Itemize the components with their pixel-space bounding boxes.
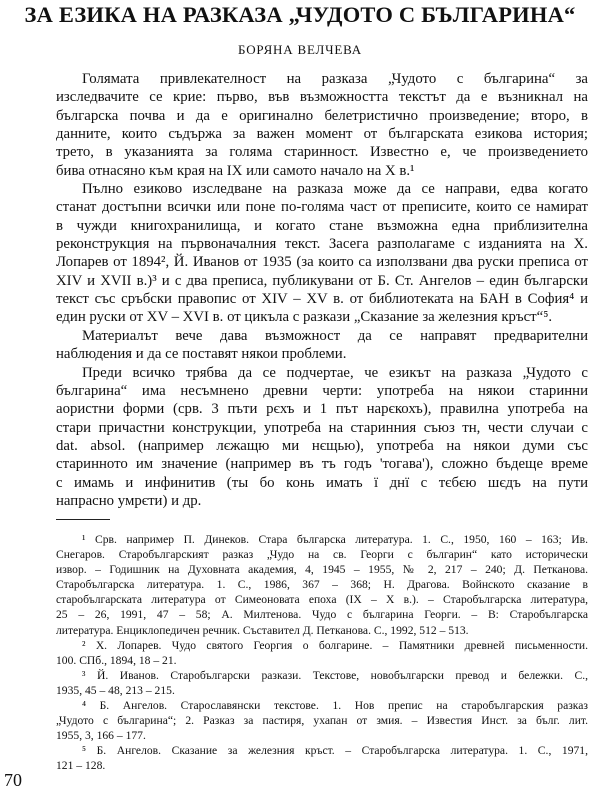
body-text-line: Материалът вече дава възможност да се направят предварителни — [82, 327, 588, 344]
body-text-line: Лопарев от 1894², Й. Иванов от 1935 (за които са използвани два руски преписа от — [56, 254, 588, 271]
body-text-line: бива отнасяно към края на IX или самото начало на X в.¹ — [56, 162, 415, 179]
footnote-line: ¹ Срв. например П. Динеков. Стара българска литература. 1. С., 1950, 160 – 163; Ив. — [82, 533, 588, 546]
footnote-separator — [56, 519, 110, 520]
body-text-line: стари причастни конструкции, употреба на старинния съюз тн, чести случаи с — [56, 419, 588, 436]
body-text-line: с имамь и инфинитив (ты бо конь имать ї днї с тєбєю шєдъ на пути — [56, 474, 588, 491]
page-number: 70 — [4, 770, 22, 790]
footnote-line: „Чудото с българина“; 2. Разказ за пастиря, ухапан от змия. – Известия Инст. за бълг. лит. — [56, 714, 588, 728]
body-text-line: реконструкция на първоначалния текст. Засега разполагаме с изданията на Х. — [56, 236, 588, 253]
footnote-line: литература. Енциклопедичен речник. Съставител Д. Петканова. С., 1992, 512 – 513. — [56, 623, 469, 637]
body-text-line: Преди всичко трябва да се подчертае, че езикът на разказа „Чудото с — [82, 364, 588, 381]
body-text-line: старинното им значение (например въ тъ годъ 'тогава'), сложно бъдеще време — [56, 456, 588, 473]
body-text-line: наблюдения и да се поставят някои проблеми. — [56, 346, 347, 363]
body-text-line: българина“ има несъмнено древни черти: употреба на някои старинни — [56, 382, 588, 399]
body-text-line: в чужди книгохранилища, и когато стане възможна една приблизителна — [56, 217, 588, 234]
body-text-line: българска почва и да е оригинално белетристично произведение; второ, в — [56, 107, 588, 124]
article-author: БОРЯНА ВЕЛЧЕВА — [238, 42, 362, 57]
footnotes — [56, 532, 588, 774]
footnote-line: Старобългарска литература. 1. С., 1986, 367 – 368; Н. Драгова. Войнското сказание в — [56, 578, 588, 592]
body-text-line: Пълно езиково изследване на разказа може да се направи, едва когато — [82, 181, 588, 198]
body-text-line: данните, които съдържа за важен момент от българската езикова история; — [56, 126, 588, 143]
body-text-line: Голямата привлекателност на разказа „Чудото с българина“ за — [82, 71, 588, 87]
body-text-line: аористни форми (срв. 3 пъти рєхъ и 1 път нарєкохъ), правилна употреба на — [56, 401, 588, 418]
footnote-line: 100. СПб., 1894, 18 – 21. — [56, 653, 177, 667]
body-text-line: текст със сръбски правопис от XIV – XV в. от библиотеката на БАН в София⁴ и — [56, 291, 588, 308]
footnote-line: извор. – Годишник на Духовната академия, 4, 1945 – 1955, № 2, 217 – 240; Д. Петканова. — [56, 563, 588, 577]
body-text-line: изследвачите се крие: първо, във възможността текстът да е възникнал на — [56, 89, 588, 106]
footnote-line: ² Х. Лопарев. Чудо святого Георгия о болгарине. – Памятники древней письменности. — [82, 638, 588, 652]
footnote-line: 1935, 45 – 48, 213 – 215. — [56, 683, 175, 697]
footnote-line: ⁴ Б. Ангелов. Старославянски текстове. 1. Нов препис на старобългарския разказ — [82, 699, 588, 713]
body-text-line: XIV и XVII в.)³ и с два преписа, публикувани от Б. Ст. Ангелов – един български — [56, 272, 588, 289]
body-text-line: dat. absol. (например лєжащю ми нєщью), употреба на някои думи със — [56, 437, 588, 454]
body-text-line: трето, в указанията за голяма старинност. Известно е, че произведението — [56, 144, 588, 161]
body-text-line: един руски от XV – XVI в. от цикъла с разкази „Сказание за железния кръст“⁵. — [56, 309, 553, 326]
footnote-line: 25 – 26, 1991, 47 – 58; А. Милтенова. Чудо с българина Георги. – В: Старобългарска — [56, 608, 588, 622]
body-text-line: напрасно умрєти) и др. — [56, 492, 202, 509]
footnote-line: ⁵ Б. Ангелов. Сказание за железния кръст. – Старобългарска литература. 1. С., 1971, — [82, 744, 588, 758]
footnote-line: Снегаров. Старобългарският разказ „Чудо на св. Георги с българин“ като исторически — [56, 548, 588, 562]
footnote-line: 1955, 3, 166 – 177. — [56, 729, 146, 743]
article-body — [56, 70, 588, 510]
footnote-line: 121 – 128. — [56, 759, 106, 773]
footnote-line: старобългарската литература от Симеоновата епоха (IX – X в.). – Старобългарска литература, — [56, 593, 588, 607]
body-text-line: станат достъпни всички или поне по-голяма част от преписите, които се намират — [56, 199, 588, 216]
footnote-line: ³ Й. Иванов. Старобългарски разкази. Текстове, новобългарски превод и бележки. С., — [82, 668, 588, 682]
article-title: ЗА ЕЗИКА НА РАЗКАЗА „ЧУДОТО С БЪЛГАРИНА“ — [24, 2, 576, 27]
